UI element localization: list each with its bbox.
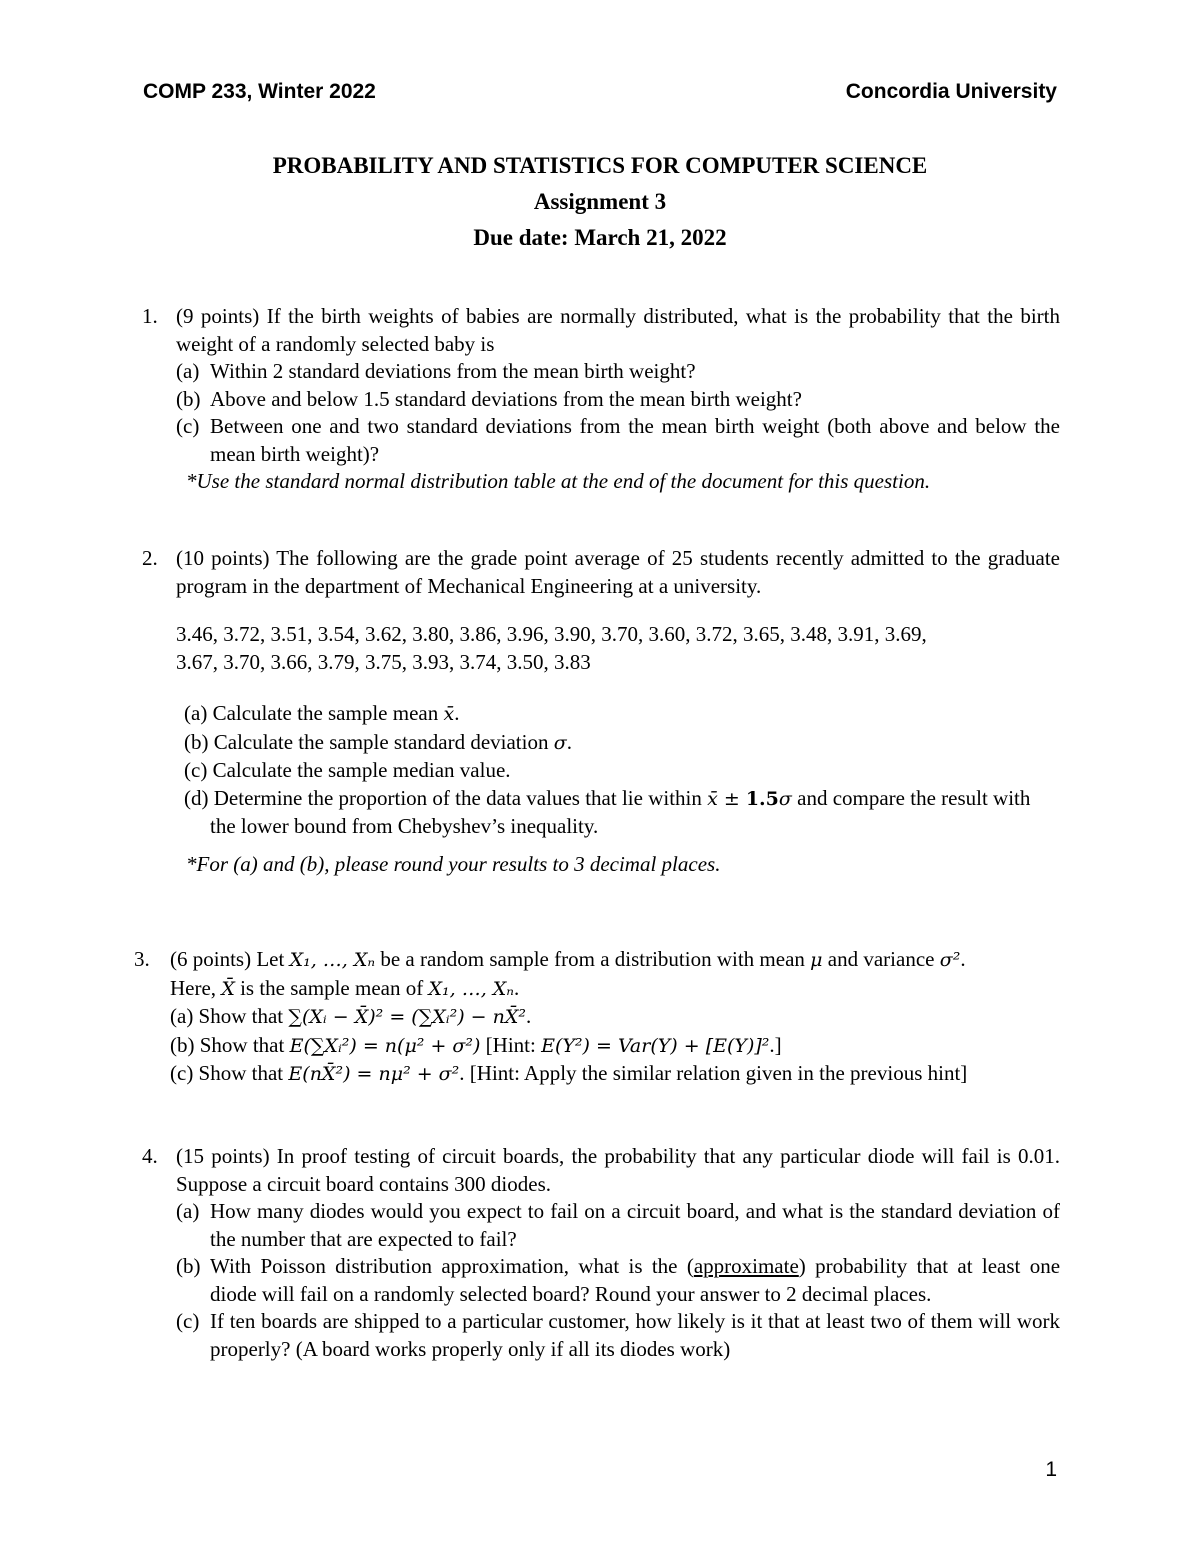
part-d: (d) Determine the proportion of the data values that lie within x̄ ± 1.5σ and compare the result with the lower bound from Chebyshev’s inequality. <box>184 785 1031 838</box>
assignment-label: Assignment 3 <box>533 189 667 214</box>
part-b: (b) With Poisson distribution approximation, what is the (approximate) probability that at least one diode will fail on a randomly selected board? Round your answer to 2 decimal places. <box>176 1254 1061 1306</box>
question-note: *For (a) and (b), please round your results to 3 decimal places. <box>186 851 721 876</box>
course-header: COMP 233, Winter 2022 <box>143 80 376 103</box>
question-note: *Use the standard normal distribution table at the end of the document for this question. <box>186 469 931 493</box>
part-a: (a) How many diodes would you expect to fail on a circuit board, and what is the standard deviation of the number that are expected to fail? <box>176 1199 1060 1251</box>
question-body <box>176 1143 1060 1363</box>
gpa-data-line-2: 3.67, 3.70, 3.66, 3.79, 3.75, 3.93, 3.74, 3.50, 3.83 <box>176 649 591 674</box>
question-number: 2. <box>142 546 158 570</box>
part-c: (c) Calculate the sample median value. <box>184 758 511 782</box>
question-body <box>176 303 1060 496</box>
title-block <box>0 148 1200 256</box>
parts-list <box>176 700 1060 841</box>
part-c: (c) If ten boards are shipped to a particular customer, how likely is it that at least two of them will work properly? (A board works properly only if all its diodes work) <box>176 1309 1060 1361</box>
question-intro: (6 points) Let X₁, …, Xₙ be a random sample from a distribution with mean μ and variance σ². <box>170 947 966 971</box>
part-a: (a) Within 2 standard deviations from the mean birth weight? <box>176 359 696 383</box>
question-number: 1. <box>142 304 158 328</box>
part-b: (b) Calculate the sample standard deviation σ. <box>184 729 572 754</box>
part-b: (b) Above and below 1.5 standard deviations from the mean birth weight? <box>176 386 802 411</box>
university-header: Concordia University <box>845 80 1057 103</box>
due-date: Due date: March 21, 2022 <box>473 225 727 250</box>
part-a: (a) Show that ∑(Xᵢ − X̄)² = (∑Xᵢ²) − nX̄². <box>170 1004 532 1028</box>
question-intro: (9 points) If the birth weights of babies are normally distributed, what is the probability that the birth weight of a randomly selected baby is <box>176 304 1060 356</box>
document-title: PROBABILITY AND STATISTICS FOR COMPUTER SCIENCE <box>272 153 928 178</box>
question-body <box>176 545 1060 878</box>
part-c: (c) Show that E(nX̄²) = nμ² + σ². [Hint: Apply the similar relation given in the previous hint] <box>170 1061 968 1085</box>
part-a: (a) Calculate the sample mean x̄. <box>184 701 460 725</box>
page-number: 1 <box>1045 1458 1057 1481</box>
question-number: 4. <box>142 1144 158 1168</box>
part-b: (b) Show that E(∑Xᵢ²) = n(μ² + σ²) [Hint: E(Y²) = Var(Y) + [E(Y)]².] <box>170 1032 782 1057</box>
question-body <box>170 946 1060 1089</box>
gpa-data-line-1: 3.46, 3.72, 3.51, 3.54, 3.62, 3.80, 3.86, 3.96, 3.90, 3.70, 3.60, 3.72, 3.65, 3.48, 3.91, 3.69, <box>176 622 927 646</box>
part-c: (c) Between one and two standard deviations from the mean birth weight (both above and below the mean birth weight)? <box>176 414 1060 466</box>
question-intro-line-2: Here, X̄ is the sample mean of X₁, …, Xₙ. <box>170 975 520 1000</box>
question-intro: (10 points) The following are the grade point average of 25 students recently admitted to the graduate program in the department of Mechanical Engineering at a university. <box>176 546 1060 598</box>
question-intro: (15 points) In proof testing of circuit boards, the probability that any particular diode will fail is 0.01. Suppose a circuit board contains 300 diodes. <box>176 1144 1060 1196</box>
question-number: 3. <box>134 947 150 971</box>
